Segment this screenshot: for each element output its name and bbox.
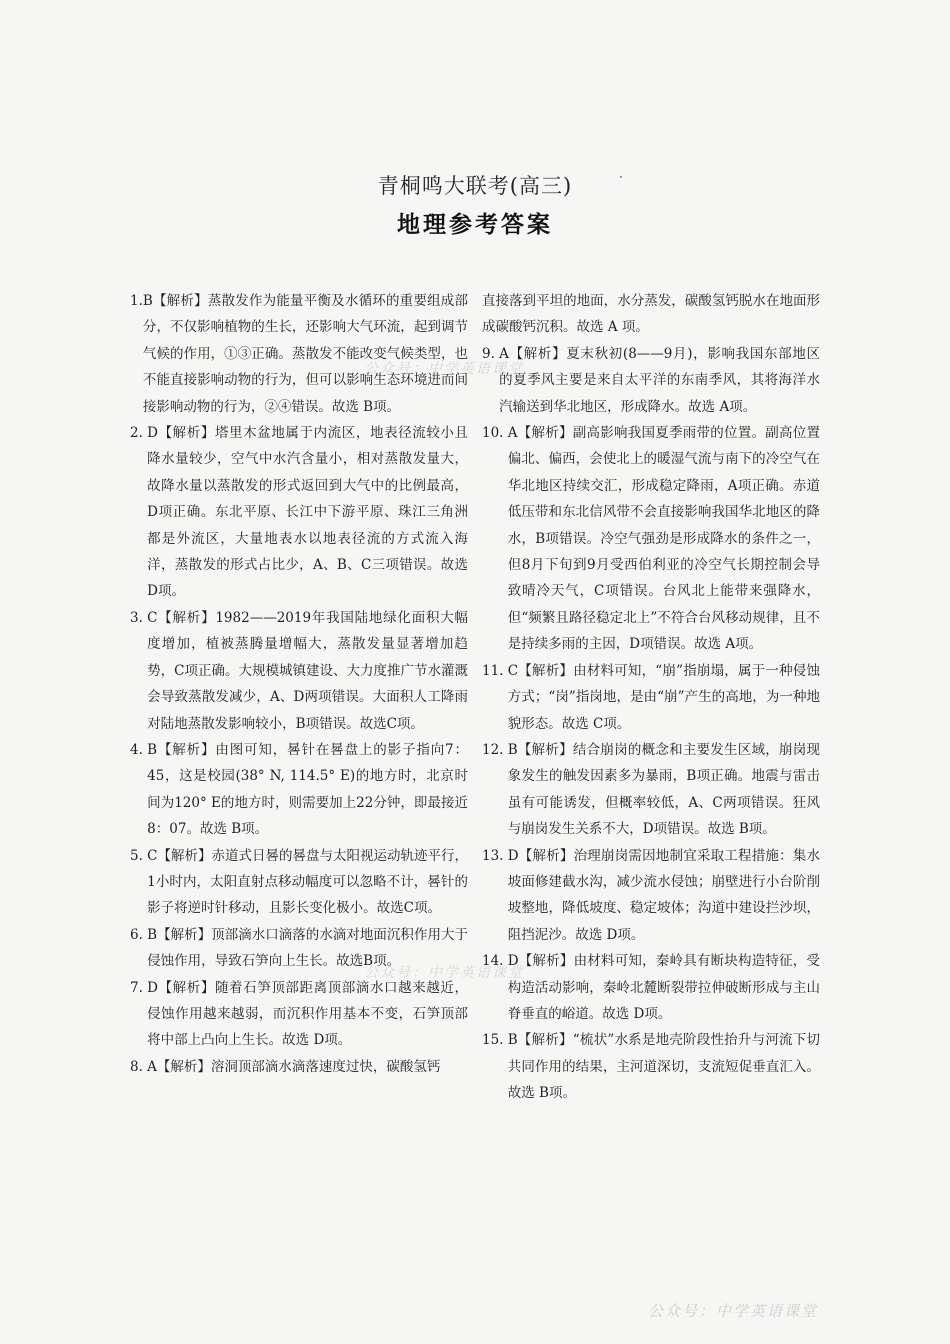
item-text: B【解析】由图可知，晷针在晷盘上的影子指向7：45，这是校园(38° N, 114.5° E)的地方时，北京时间为120° E的地方时，则需要加上22分钟，即最接近8：07。故选 B项。	[147, 741, 468, 838]
item-number: 14.	[482, 953, 508, 970]
item-text: B【解析】蒸散发作为能量平衡及水循环的重要组成部分，不仅影响植物的生长，还影响大气环流，起到调节气候的作用，①③正确。蒸散发不能改变气候类型，也不能直接影响动物的行为，但可以影响生态环境进而间接影响动物的行为，②④错误。故选 B项。	[142, 293, 468, 415]
item-text: C【解析】赤道式日晷的晷盘与太阳视运动轨迹平行，1小时内，太阳直射点移动幅度可以忽略不计，晷针的影子将逆时针移动，且影长变化极小。故选C项。	[147, 847, 469, 917]
item-text: B【解析】顶部滴水口滴落的水滴对地面沉积作用大于侵蚀作用，导致石笋向上生长。故选B项。	[147, 926, 468, 970]
answer-item-7	[130, 975, 468, 1054]
answer-item-12	[482, 737, 820, 843]
item-number: 3.	[130, 609, 148, 626]
item-text: A【解析】溶洞顶部滴水滴落速度过快，碳酸氢钙	[147, 1058, 441, 1075]
item-number: 12.	[482, 741, 508, 758]
exam-title: 青桐鸣大联考(高三)	[377, 174, 573, 198]
item-text: D【解析】治理崩岗需因地制宜采取工程措施：集水坡面修建截水沟，减少流水侵蚀；崩壁进行小台阶削坡整地，降低坡度、稳定坡体；沟道中建设拦沙坝，阻挡泥沙。故选 D项。	[507, 847, 820, 943]
item-number: 15.	[482, 1032, 508, 1049]
item-number: 4.	[130, 741, 148, 758]
item-text: B【解析】结合崩岗的概念和主要发生区域，崩岗现象发生的触发因素多为暴雨，B项正确。地震与雷击虽有可能诱发，但概率较低，A、C两项错误。狂风与崩岗发生关系不大，D项错误。故选 B项。	[507, 741, 820, 838]
watermark: 公众号：中学英语课堂	[648, 1302, 819, 1320]
item-number: 10.	[482, 425, 508, 442]
answer-item-2	[130, 420, 468, 605]
item-number: 1.	[130, 293, 143, 309]
answer-item-13	[482, 843, 820, 949]
item-text: C【解析】1982——2019年我国陆地绿化面积大幅度增加，植被蒸腾量增幅大，蒸散发量显著增加趋势，C项正确。大规模城镇建设、大力度推广节水灌溉会导致蒸散发减少，A、D两项错误。大面积人工降雨对陆地蒸散发影响较小，B项错误。故选C项。	[147, 609, 469, 732]
answer-item-9	[482, 341, 820, 420]
item-number: 6.	[130, 926, 148, 943]
item-number: 13.	[482, 847, 508, 864]
item-text: B【解析】“梳状”水系是地壳阶段性抬升与河流下切共同作用的结果，主河道深切，支流短促垂直汇入。故选 B项。	[507, 1032, 820, 1102]
answer-item-5	[130, 843, 468, 922]
answer-item-11	[482, 658, 820, 737]
answer-item-3	[130, 605, 468, 737]
item-text: A【解析】副高影响我国夏季雨带的位置。副高位置偏北、偏西，会使北上的暖湿气流与南下的冷空气在华北地区持续交汇，形成稳定降雨，A项正确。赤道低压带和东北信风带不会直接影响我国华北地区的降水，B项错误。冷空气强劲是形成降水的条件之一，但8月下旬到9月受西伯利亚的冷空气长期控制会导致晴冷天气，C项错误。台风北上能带来强降水，但“频繁且路径稳定北上”不符合台风移动规律，且不是持续多雨的主因，D项错误。故选 A项。	[507, 425, 820, 653]
item-number: 7.	[130, 979, 148, 996]
watermark: 公众号：中学英语课堂	[364, 361, 524, 377]
item-number: 5.	[130, 847, 148, 864]
item-text: A【解析】夏末秋初(8——9月)，影响我国东部地区的夏季风主要是来自太平洋的东南季风，其将海洋水汽输送到华北地区，形成降水。故选 A项。	[499, 345, 820, 415]
answer-item-8-continued	[482, 288, 820, 341]
answer-item-8	[130, 1054, 468, 1080]
answer-item-1	[130, 288, 468, 420]
answer-item-4	[130, 737, 468, 843]
item-text: 直接落到平坦的地面，水分蒸发，碳酸氢钙脱水在地面形成碳酸钙沉积。故选 A 项。	[482, 293, 820, 336]
watermark: 公众号：中学英语课堂	[364, 965, 524, 981]
item-text: D【解析】随着石笋顶部距离顶部滴水口越来越近，侵蚀作用越来越弱，而沉积作用基本不变，石笋顶部将中部上凸向上生长。故选 D项。	[147, 979, 468, 1049]
item-number: 11.	[482, 662, 508, 679]
item-text: D【解析】塔里木盆地属于内流区，地表径流较小且降水量较少，空气中水汽含量小，相对蒸散发量大，故降水量以蒸散发的形式返回到大气中的比例最高，D项正确。东北平原、长江中下游平原、珠江三角洲都是外流区，大量地表水以地表径流的方式流入海洋，蒸散发的形式占比少，A、B、C三项错误。故选D项。	[147, 425, 468, 600]
page-title: 地理参考答案	[397, 211, 553, 238]
item-number: 8.	[130, 1058, 148, 1075]
answer-item-10	[482, 420, 820, 658]
item-number: 9.	[482, 345, 500, 362]
item-number: 2.	[130, 425, 148, 442]
right-column	[482, 288, 820, 1107]
item-text: D【解析】由材料可知，秦岭具有断块构造特征，受构造活动影响，秦岭北麓断裂带拉伸破断形成与主山脊垂直的峪道。故选 D项。	[507, 953, 820, 1022]
answer-item-15	[482, 1027, 820, 1106]
answer-item-14	[482, 948, 820, 1027]
item-text: C【解析】由材料可知，“崩”指崩塌，属于一种侵蚀方式；“岗”指岗地，是由“崩”产生的高地，为一种地貌形态。故选 C项。	[507, 662, 820, 732]
